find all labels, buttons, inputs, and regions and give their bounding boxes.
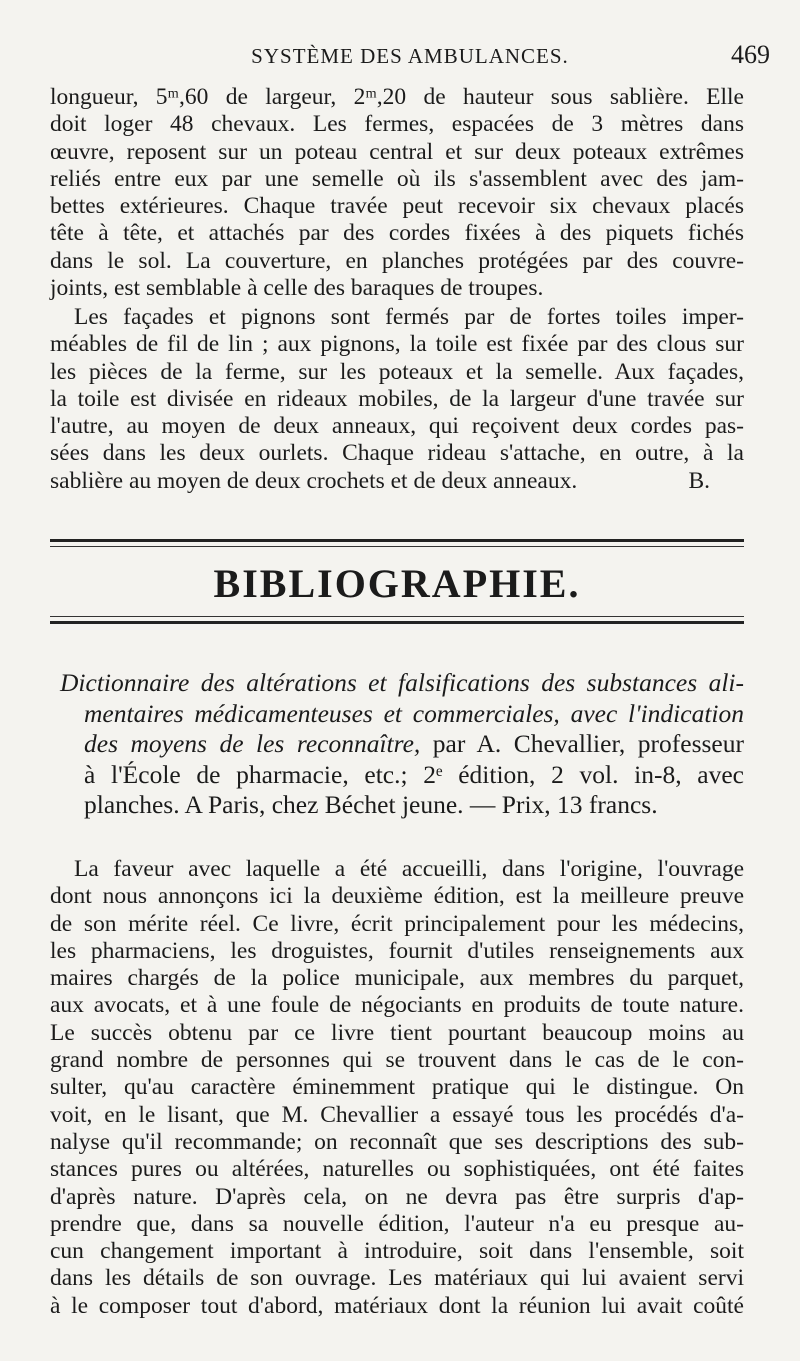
text-line: Le succès obtenu par ce livre tient pourtant beaucoup moins au: [50, 1019, 744, 1046]
text-line: grand nombre de personnes qui se trouvent dans le cas de le con-: [50, 1047, 744, 1074]
review-heading: [60, 668, 744, 821]
text-line: prendre que, dans sa nouvelle édition, l'auteur n'a eu presque au-: [50, 1210, 744, 1237]
review-heading-line: [60, 729, 744, 760]
text-line: tête à tête, et attachés par des cordes fixées à des piquets fichés: [50, 220, 744, 247]
text-line: [50, 468, 744, 495]
heading-roman: à l'École de pharmacie, etc.; 2ᵉ édition, 2 vol. in-8, avec: [84, 759, 744, 789]
text-line: Les façades et pignons sont fermés par de fortes toiles imper-: [74, 304, 744, 330]
text-line: de son mérite réel. Ce livre, écrit principalement pour les médecins,: [50, 910, 744, 937]
review-body: [50, 856, 744, 1320]
intro-paragraph-2: [50, 304, 744, 495]
heading-roman: par A. Chevallier, professeur: [420, 729, 744, 758]
heading-italic: Dictionnaire des altérations et falsifications des substances ali-: [60, 668, 744, 697]
text-line: reliés entre eux par une semelle où ils s'assemblent avec des jam-: [50, 165, 744, 192]
author-signature: B.: [688, 467, 710, 494]
intro-paragraph-1: [50, 84, 744, 302]
section-rule-bottom: [50, 616, 744, 624]
text-line: doit loger 48 chevaux. Les fermes, espacées de 3 mètres dans: [50, 111, 744, 138]
heading-italic: mentaires médicamenteuses et commerciales, avec l'indication: [84, 698, 744, 728]
section-title: BIBLIOGRAPHIE.: [213, 561, 581, 606]
text-line-content: sablière au moyen de deux crochets et de deux anneaux.: [50, 467, 578, 494]
running-header: [50, 40, 770, 74]
rule-thin: [50, 546, 744, 547]
text-line: sulter, qu'au caractère éminemment pratique qui le distingue. On: [50, 1074, 744, 1101]
text-line: voit, en le lisant, que M. Chevallier a essayé tous les procédés d'a-: [50, 1101, 744, 1128]
text-line: méables de fil de lin ; aux pignons, la toile est fixée par des clous sur: [50, 331, 744, 358]
rule-thick: [50, 621, 744, 624]
text-line: dans les détails de son ouvrage. Les matériaux qui lui avaient servi: [50, 1265, 744, 1292]
text-line: bettes extérieures. Chaque travée peut recevoir six chevaux placés: [50, 193, 744, 220]
text-line: sées dans les deux ourlets. Chaque rideau s'attache, en outre, à la: [50, 440, 744, 467]
text-line: longueur, 5ᵐ,60 de largeur, 2ᵐ,20 de hauteur sous sablière. Elle: [50, 84, 744, 110]
review-heading-line: [60, 699, 744, 730]
text-line: nalyse qu'il recommande; on reconnaît que ses descriptions des sub-: [50, 1128, 744, 1155]
section-rule-top: [50, 539, 744, 547]
text-line: stances pures ou altérées, naturelles ou sophistiquées, ont été faites: [50, 1156, 744, 1183]
text-line: à le composer tout d'abord, matériaux dont la réunion lui avait coûté: [50, 1292, 744, 1319]
text-line: dont nous annonçons ici la deuxième édition, est la meilleure preuve: [50, 883, 744, 910]
text-line: cun changement important à introduire, soit dans l'ensemble, soit: [50, 1238, 744, 1265]
text-line: les pièces de la ferme, sur les poteaux et la semelle. Aux façades,: [50, 358, 744, 385]
heading-italic: des moyens de les reconnaître,: [84, 729, 421, 758]
running-title: SYSTÈME DES AMBULANCES.: [251, 44, 569, 68]
review-heading-line: [60, 668, 744, 699]
text-line: aux avocats, et à une foule de négociants en produits de toute nature.: [50, 992, 744, 1019]
text-line: La faveur avec laquelle a été accueilli, dans l'origine, l'ouvrage: [74, 856, 744, 882]
text-line: maires chargés de la police municipale, aux membres du parquet,: [50, 965, 744, 992]
text-line: les pharmaciens, les droguistes, fournit d'utiles renseignements aux: [50, 937, 744, 964]
text-line: œuvre, reposent sur un poteau central et sur deux poteaux extrêmes: [50, 138, 744, 165]
text-line: d'après nature. D'après cela, on ne devra pas être surpris d'ap-: [50, 1183, 744, 1210]
text-line: dans le sol. La couverture, en planches protégées par des couvre-: [50, 247, 744, 274]
text-line: la toile est divisée en rideaux mobiles, de la largeur d'une travée sur: [50, 385, 744, 412]
text-line: l'autre, au moyen de deux anneaux, qui reçoivent deux cordes pas-: [50, 413, 744, 440]
review-heading-line: [60, 790, 744, 821]
text-line: joints, est semblable à celle des baraques de troupes.: [50, 275, 544, 302]
page-number: 469: [731, 40, 770, 69]
heading-roman: planches. A Paris, chez Béchet jeune. — Prix, 13 francs.: [84, 790, 658, 819]
review-heading-line: [60, 760, 744, 791]
